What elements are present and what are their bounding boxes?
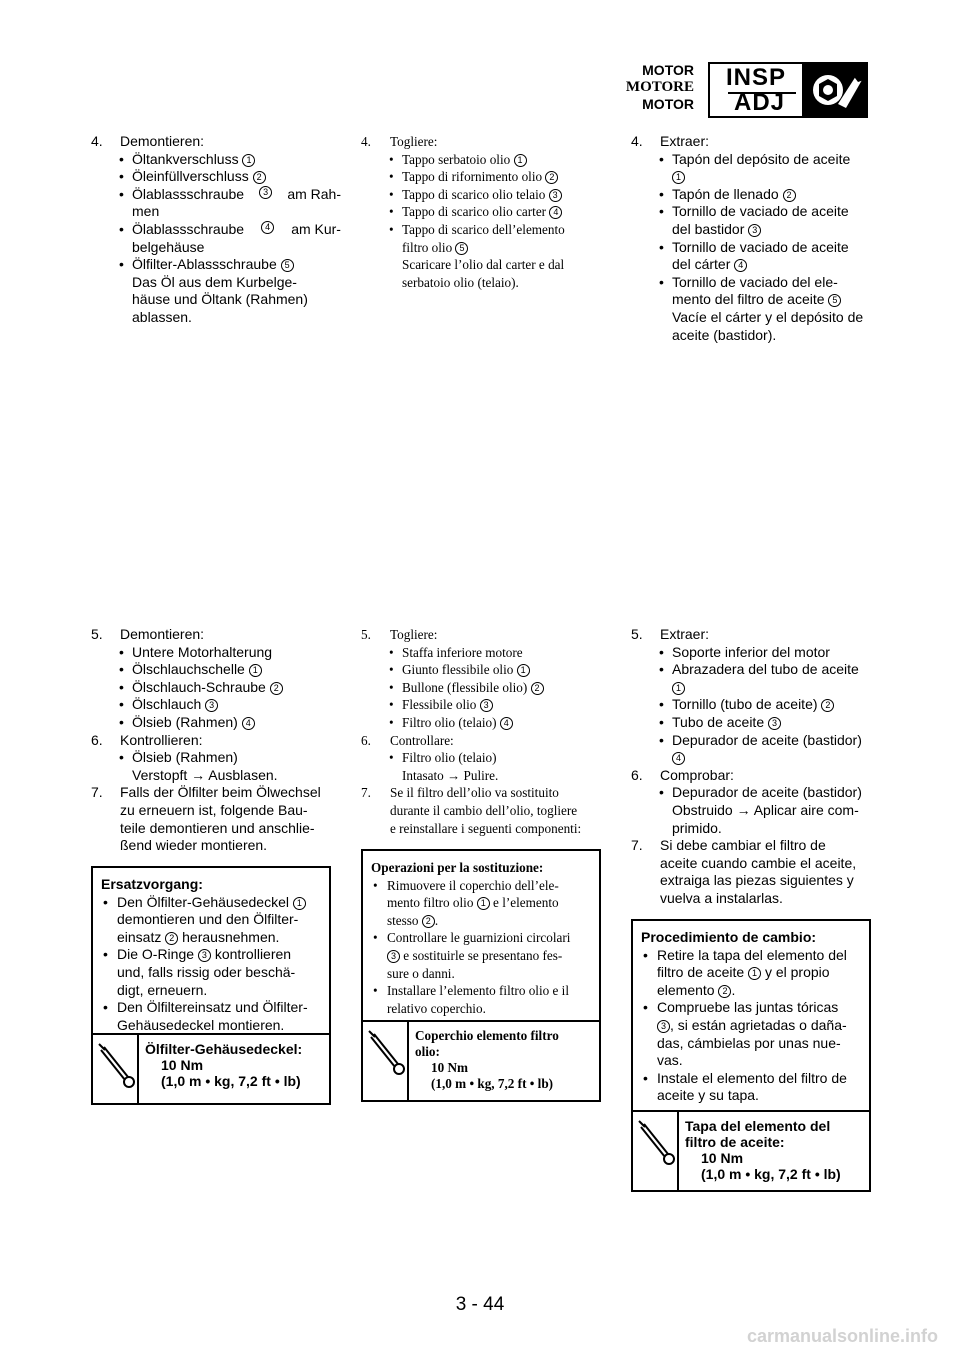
torque-spec (633, 1110, 869, 1190)
step-number: 7. (91, 784, 103, 801)
torque-value: 10 Nm (701, 1150, 744, 1166)
callout-3: 3 (259, 186, 272, 199)
step-title: Extraer: (660, 626, 710, 642)
callout-2: 2 (165, 932, 178, 945)
callout-1: 1 (517, 664, 530, 677)
box-text: Retire la tapa del elemento del (657, 946, 847, 963)
item-label: Tornillo de vaciado de aceite (672, 203, 849, 220)
box-text: Den Ölfiltereinsatz und Ölfilter- (117, 999, 308, 1016)
it-steps-5-7: 5. Togliere: • Staffa inferiore motore • Giunto flessibile olio 1 • Bullone (flessibile olio) 2 • Flessibile olio 3 • Filtro olio (telaio) 4 6. Controllare: • Filtro olio (telaio) Intasato → Pulire. 7. Se il filtro dell’olio va sostituito durante il cambio dell’olio, togliere e reinstallare i seguenti componenti: (361, 627, 582, 836)
callout-3: 3 (549, 189, 562, 202)
instruction-text: häuse und Öltank (Rahmen) (132, 291, 308, 308)
item-label: Tornillo de vaciado del ele- (672, 273, 838, 290)
item-label: Tappo di scarico dell’elemento (402, 221, 565, 237)
item-label: Tappo serbatoio olio (402, 151, 511, 167)
box-text: Rimuovere il coperchio dell’ele- (387, 877, 559, 893)
step-title: Extraer: (660, 133, 710, 149)
instruction-text: Scaricare l’olio dal carter e dal (402, 257, 565, 273)
insp-adj-badge (708, 62, 868, 118)
badge-adj: ADJ (734, 89, 786, 116)
callout-1: 1 (514, 154, 527, 167)
torque-label: Tapa del elemento del (685, 1118, 831, 1134)
step-number: 5. (631, 626, 643, 642)
box-text: vas. (657, 1052, 683, 1069)
box-title: Ersatzvorgang: (101, 876, 203, 892)
page-number: 3 - 44 (455, 1294, 505, 1315)
torque-value: 10 Nm (161, 1057, 204, 1073)
step-number: 5. (361, 627, 371, 642)
box-text: Die O-Ringe (117, 946, 195, 963)
instruction-text: primido. (672, 819, 722, 836)
torque-label: Ölfilter-Gehäusedeckel: (145, 1041, 303, 1057)
torque-label: Coperchio elemento filtro (415, 1028, 559, 1043)
instruction-text: Verstopft → Ausblasen. (132, 766, 278, 783)
item-label-cont: mento del filtro de aceite (672, 291, 825, 308)
callout-3: 3 (657, 1020, 670, 1033)
box-text: Controllare le guarnizioni circolari (387, 930, 571, 946)
item-label: Tapón de llenado (672, 185, 779, 202)
header-word-es: MOTOR (642, 96, 694, 112)
section-header-words (626, 62, 694, 113)
torque-value-alt: (1,0 m • kg, 7,2 ft • lb) (701, 1166, 841, 1182)
instruction-text: extraiga las piezas siguientes y (660, 872, 854, 889)
box-text: demontieren und den Ölfilter- (117, 911, 299, 928)
item-label: Filtro olio (telaio) (402, 750, 497, 766)
item-label: Abrazadera del tubo de aceite (672, 661, 859, 678)
step-title: Comprobar: (660, 766, 734, 783)
step-number: 6. (91, 731, 103, 748)
item-label-cont: am Kur- (291, 220, 341, 237)
box-title: Procedimiento de cambio: (641, 929, 817, 945)
item-label-cont: am Rah- (287, 185, 341, 202)
instruction-text: serbatoio olio (telaio). (402, 274, 519, 290)
item-label: Staffa inferiore motore (402, 644, 523, 660)
item-label-cont: belgehäuse (132, 238, 205, 255)
callout-1: 1 (748, 967, 761, 980)
box-text: Gehäusedeckel montieren. (117, 1016, 285, 1033)
es-steps-5-7: 5. Extraer: • Soporte inferior del motor • Abrazadera del tubo de aceite 1 • Tornillo (tubo de aceite) 2 • Tubo de aceite 3 • Depurador de aceite (bastidor) 4 6. Comprobar: • Depurador de aceite (bastidor) Obstruido → Aplicar aire com- primido. 7. Si debe cambiar el filtro de aceite cuando cambie el aceite, extraiga las piezas siguientes y vuelva a instalarlas. (631, 626, 862, 906)
step-number: 6. (631, 766, 643, 783)
item-label: Ölfilter-Ablassschraube (132, 256, 277, 273)
header-word-de: MOTOR (642, 62, 694, 78)
box-text: , si están agrietadas o daña- (670, 1016, 847, 1033)
callout-5: 5 (828, 294, 841, 307)
item-label: Flessibile olio (402, 697, 477, 713)
box-text: elemento (657, 981, 715, 998)
callout-4: 4 (261, 221, 274, 234)
step-number: 7. (361, 785, 371, 801)
callout-1: 1 (672, 171, 685, 184)
box-text: einsatz (117, 928, 162, 945)
es-step-4: 4. Extraer: • Tapón del depósito de aceite 1 • Tapón de llenado 2 • Tornillo de vaciado de aceite del bastidor 3 • Tornillo de vaciado de aceite del cárter 4 • Tornillo de vaciado del ele- mento del filtro de aceite 5 Vacíe el cárter y el depósito de aceite (bastidor). (631, 133, 864, 343)
callout-4: 4 (672, 752, 685, 765)
callout-3: 3 (748, 224, 761, 237)
torque-wrench-icon (363, 1022, 409, 1100)
instruction-text: ablassen. (132, 308, 192, 325)
instruction-text: vuelva a instalarlas. (660, 889, 783, 906)
header-word-it: MOTORE (625, 79, 694, 95)
box-text: das, cámbielas por unas nue- (657, 1034, 841, 1051)
step-number: 7. (631, 837, 643, 854)
instruction-text: Se il filtro dell’olio va sostituito (390, 785, 559, 801)
box-text: und, falls rissig oder beschä- (117, 963, 296, 980)
step-number: 4. (631, 133, 643, 149)
item-label: Ölsieb (Rahmen) (132, 749, 238, 766)
item-label: Giunto flessibile olio (402, 662, 514, 678)
box-text: e sostituirle se presentano fes- (403, 947, 563, 963)
callout-5: 5 (455, 242, 468, 255)
item-label: Tappo di rifornimento olio (402, 169, 543, 185)
callout-3: 3 (387, 950, 400, 963)
box-text: aceite y su tapa. (657, 1087, 759, 1104)
callout-2: 2 (718, 985, 731, 998)
torque-value-alt: (1,0 m • kg, 7,2 ft • lb) (161, 1073, 301, 1089)
item-label: Ölsieb (Rahmen) (132, 713, 238, 730)
callout-4: 4 (500, 717, 513, 730)
item-label: Filtro olio (telaio) (402, 714, 497, 730)
callout-3: 3 (480, 699, 493, 712)
callout-2: 2 (253, 171, 266, 184)
box-text: kontrollieren (214, 946, 292, 963)
callout-3: 3 (768, 717, 781, 730)
item-label: Ölablassschraube (132, 220, 245, 237)
callout-2: 2 (422, 915, 435, 928)
item-label: Ölablassschraube (132, 185, 245, 202)
callout-2: 2 (531, 682, 544, 695)
box-text: Installare l’elemento filtro olio e il (387, 983, 569, 999)
torque-wrench-icon (633, 1112, 679, 1190)
de-step-4: 4. Demontieren: • Öltankverschluss 1 • Öleinfüllverschluss 2 • Ölablassschraube 3 am Rah- men • Ölablassschraube 4 am Kur- belgehäuse • Ölfilter-Ablassschraube 5 Das Öl aus dem Kurbelge- häuse und Öltank (Rahmen) ablassen. (91, 133, 341, 325)
step-title: Demontieren: (120, 626, 205, 642)
badge-insp: INSP (726, 64, 787, 91)
step-title: Togliere: (390, 627, 438, 642)
instruction-text: teile demontieren und anschlie- (120, 819, 315, 836)
callout-4: 4 (549, 206, 562, 219)
callout-3: 3 (198, 949, 211, 962)
instruction-text: Intasato → Pulire. (402, 767, 499, 783)
box-text: filtro de aceite (657, 964, 745, 981)
step-title: Demontieren: (120, 133, 205, 149)
step-title: Togliere: (390, 134, 438, 149)
box-text: Instale el elemento del filtro de (657, 1069, 847, 1086)
instruction-text: zu erneuern ist, folgende Bau- (120, 801, 308, 818)
instruction-text: aceite cuando cambie el aceite, (660, 854, 857, 871)
item-label: Öleinfüllverschluss (132, 168, 249, 185)
box-text: e l’elemento (493, 895, 559, 911)
box-text: herausnehmen. (182, 928, 280, 945)
de-replacement-box: Ersatzvorgang: • Den Ölfilter-Gehäusedeckel 1 demontieren und den Ölfilter- einsatz 2 herausnehmen. • Die O-Ringe 3 kontrollieren und, falls rissig oder beschä- digt, erneuern. • Den Ölfiltereinsatz und Ölfilter- Gehäusedeckel montieren. Ölfilter-Gehäusedeckel: 10 Nm (1,0 m • kg, 7,2 ft • lb) (91, 866, 331, 1105)
torque-label-cont: filtro de aceite: (685, 1134, 785, 1150)
watermark: carmanualsonline.info (746, 1326, 938, 1346)
item-label: Ölschlauch-Schraube (132, 678, 266, 695)
item-label: Ölschlauchschelle (132, 661, 245, 678)
item-label-cont: del bastidor (672, 220, 745, 237)
torque-spec (93, 1033, 329, 1103)
item-label: Bullone (flessibile olio) (402, 679, 528, 695)
instruction-text: aceite (bastidor). (672, 326, 777, 343)
torque-spec (363, 1020, 599, 1100)
item-label: Untere Motorhalterung (132, 643, 273, 660)
item-label: Tapón del depósito de aceite (672, 150, 851, 167)
instruction-text: durante il cambio dell’olio, togliere (390, 802, 578, 818)
box-text: sure o danni. (387, 965, 455, 981)
callout-4: 4 (734, 259, 747, 272)
item-label: Tappo di scarico olio carter (402, 204, 547, 220)
box-text: mento filtro olio (387, 895, 474, 911)
item-label-cont: filtro olio (402, 239, 453, 255)
box-title: Operazioni per la sostituzione: (371, 860, 544, 875)
callout-2: 2 (270, 682, 283, 695)
item-label: Tornillo (tubo de aceite) (672, 696, 818, 713)
callout-3: 3 (205, 699, 218, 712)
step-number: 4. (91, 133, 103, 149)
callout-1: 1 (293, 897, 306, 910)
box-text: relativo coperchio. (387, 1000, 486, 1016)
callout-2: 2 (783, 189, 796, 202)
box-text: Compruebe las juntas tóricas (657, 999, 839, 1016)
item-label-cont: men (132, 203, 160, 220)
item-label: Tubo de aceite (672, 713, 765, 730)
callout-1: 1 (249, 664, 262, 677)
step-number: 5. (91, 626, 103, 642)
es-replacement-box: Procedimiento de cambio: • Retire la tapa del elemento del filtro de aceite 1 y el propio elemento 2 . • Compruebe las juntas tóricas 3 , si están agrietadas o daña- das, cámbielas por unas nue- vas. • Instale el elemento del filtro de aceite y su tapa. Tapa del elemento del filtro de aceite: 10 Nm (1,0 m • kg, 7,2 ft • lb) (631, 919, 871, 1192)
step-title: Controllare: (390, 732, 454, 748)
torque-value-alt: (1,0 m • kg, 7,2 ft • lb) (431, 1076, 554, 1091)
instruction-text: e reinstallare i seguenti componenti: (390, 820, 582, 836)
item-label: Tornillo de vaciado de aceite (672, 238, 849, 255)
box-text: stesso (387, 912, 419, 928)
item-label-cont: del cárter (672, 256, 731, 273)
box-text: y el propio (764, 964, 830, 981)
torque-label-cont: olio: (415, 1044, 440, 1059)
instruction-text: Falls der Ölfilter beim Ölwechsel (120, 784, 321, 801)
callout-2: 2 (545, 171, 558, 184)
it-step-4: 4. Togliere: • Tappo serbatoio olio 1 • Tappo di rifornimento olio 2 • Tappo di scarico olio telaio 3 • Tappo di scarico olio carter 4 • Tappo di scarico dell’elemento filtro olio 5 Scaricare l’olio dal carter e dal serbatoio olio (telaio). (361, 134, 565, 290)
callout-1: 1 (672, 682, 685, 695)
callout-1: 1 (242, 154, 255, 167)
step-title: Kontrollieren: (120, 731, 203, 748)
item-label: Ölschlauch (132, 696, 202, 713)
de-steps-5-7: 5. Demontieren: • Untere Motorhalterung • Ölschlauchschelle 1 • Ölschlauch-Schraube 2 • Ölschlauch 3 • Ölsieb (Rahmen) 4 6. Kontrollieren: • Ölsieb (Rahmen) Verstopft → Ausblasen. 7. Falls der Ölfilter beim Ölwechsel zu erneuern ist, folgende Bau- teile demontieren und anschlie- ßend wieder montieren. (91, 626, 321, 854)
callout-5: 5 (281, 259, 294, 272)
item-label: Depurador de aceite (bastidor) (672, 784, 862, 801)
instruction-text: Si debe cambiar el filtro de (660, 837, 826, 854)
callout-1: 1 (477, 897, 490, 910)
instruction-text: Obstruido → Aplicar aire com- (672, 801, 859, 818)
wrench-nut-icon (802, 64, 866, 116)
instruction-text: ßend wieder montieren. (120, 837, 268, 854)
box-text: digt, erneuern. (117, 981, 208, 998)
callout-2: 2 (821, 699, 834, 712)
torque-wrench-icon (93, 1035, 139, 1103)
item-label: Tappo di scarico olio telaio (402, 186, 546, 202)
item-label: Depurador de aceite (bastidor) (672, 731, 862, 748)
item-label: Soporte inferior del motor (672, 643, 830, 660)
item-label: Öltankverschluss (132, 150, 239, 167)
torque-value: 10 Nm (431, 1060, 468, 1075)
box-text: Den Ölfilter-Gehäusedeckel (117, 893, 289, 910)
step-number: 6. (361, 732, 371, 748)
instruction-text: Vacíe el cárter y el depósito de (672, 308, 864, 325)
it-replacement-box: Operazioni per la sostituzione: • Rimuovere il coperchio dell’ele- mento filtro olio 1 e l’elemento stesso 2 . • Controllare le guarnizioni circolari 3 e sostituirle se presentano fes- sure o danni. • Installare l’elemento filtro olio e il relativo coperchio. Coperchio elemento filtro olio: 10 Nm (1,0 m • kg, 7,2 ft • lb) (361, 849, 601, 1102)
callout-4: 4 (242, 717, 255, 730)
instruction-text: Das Öl aus dem Kurbelge- (132, 273, 297, 290)
step-number: 4. (361, 134, 371, 149)
